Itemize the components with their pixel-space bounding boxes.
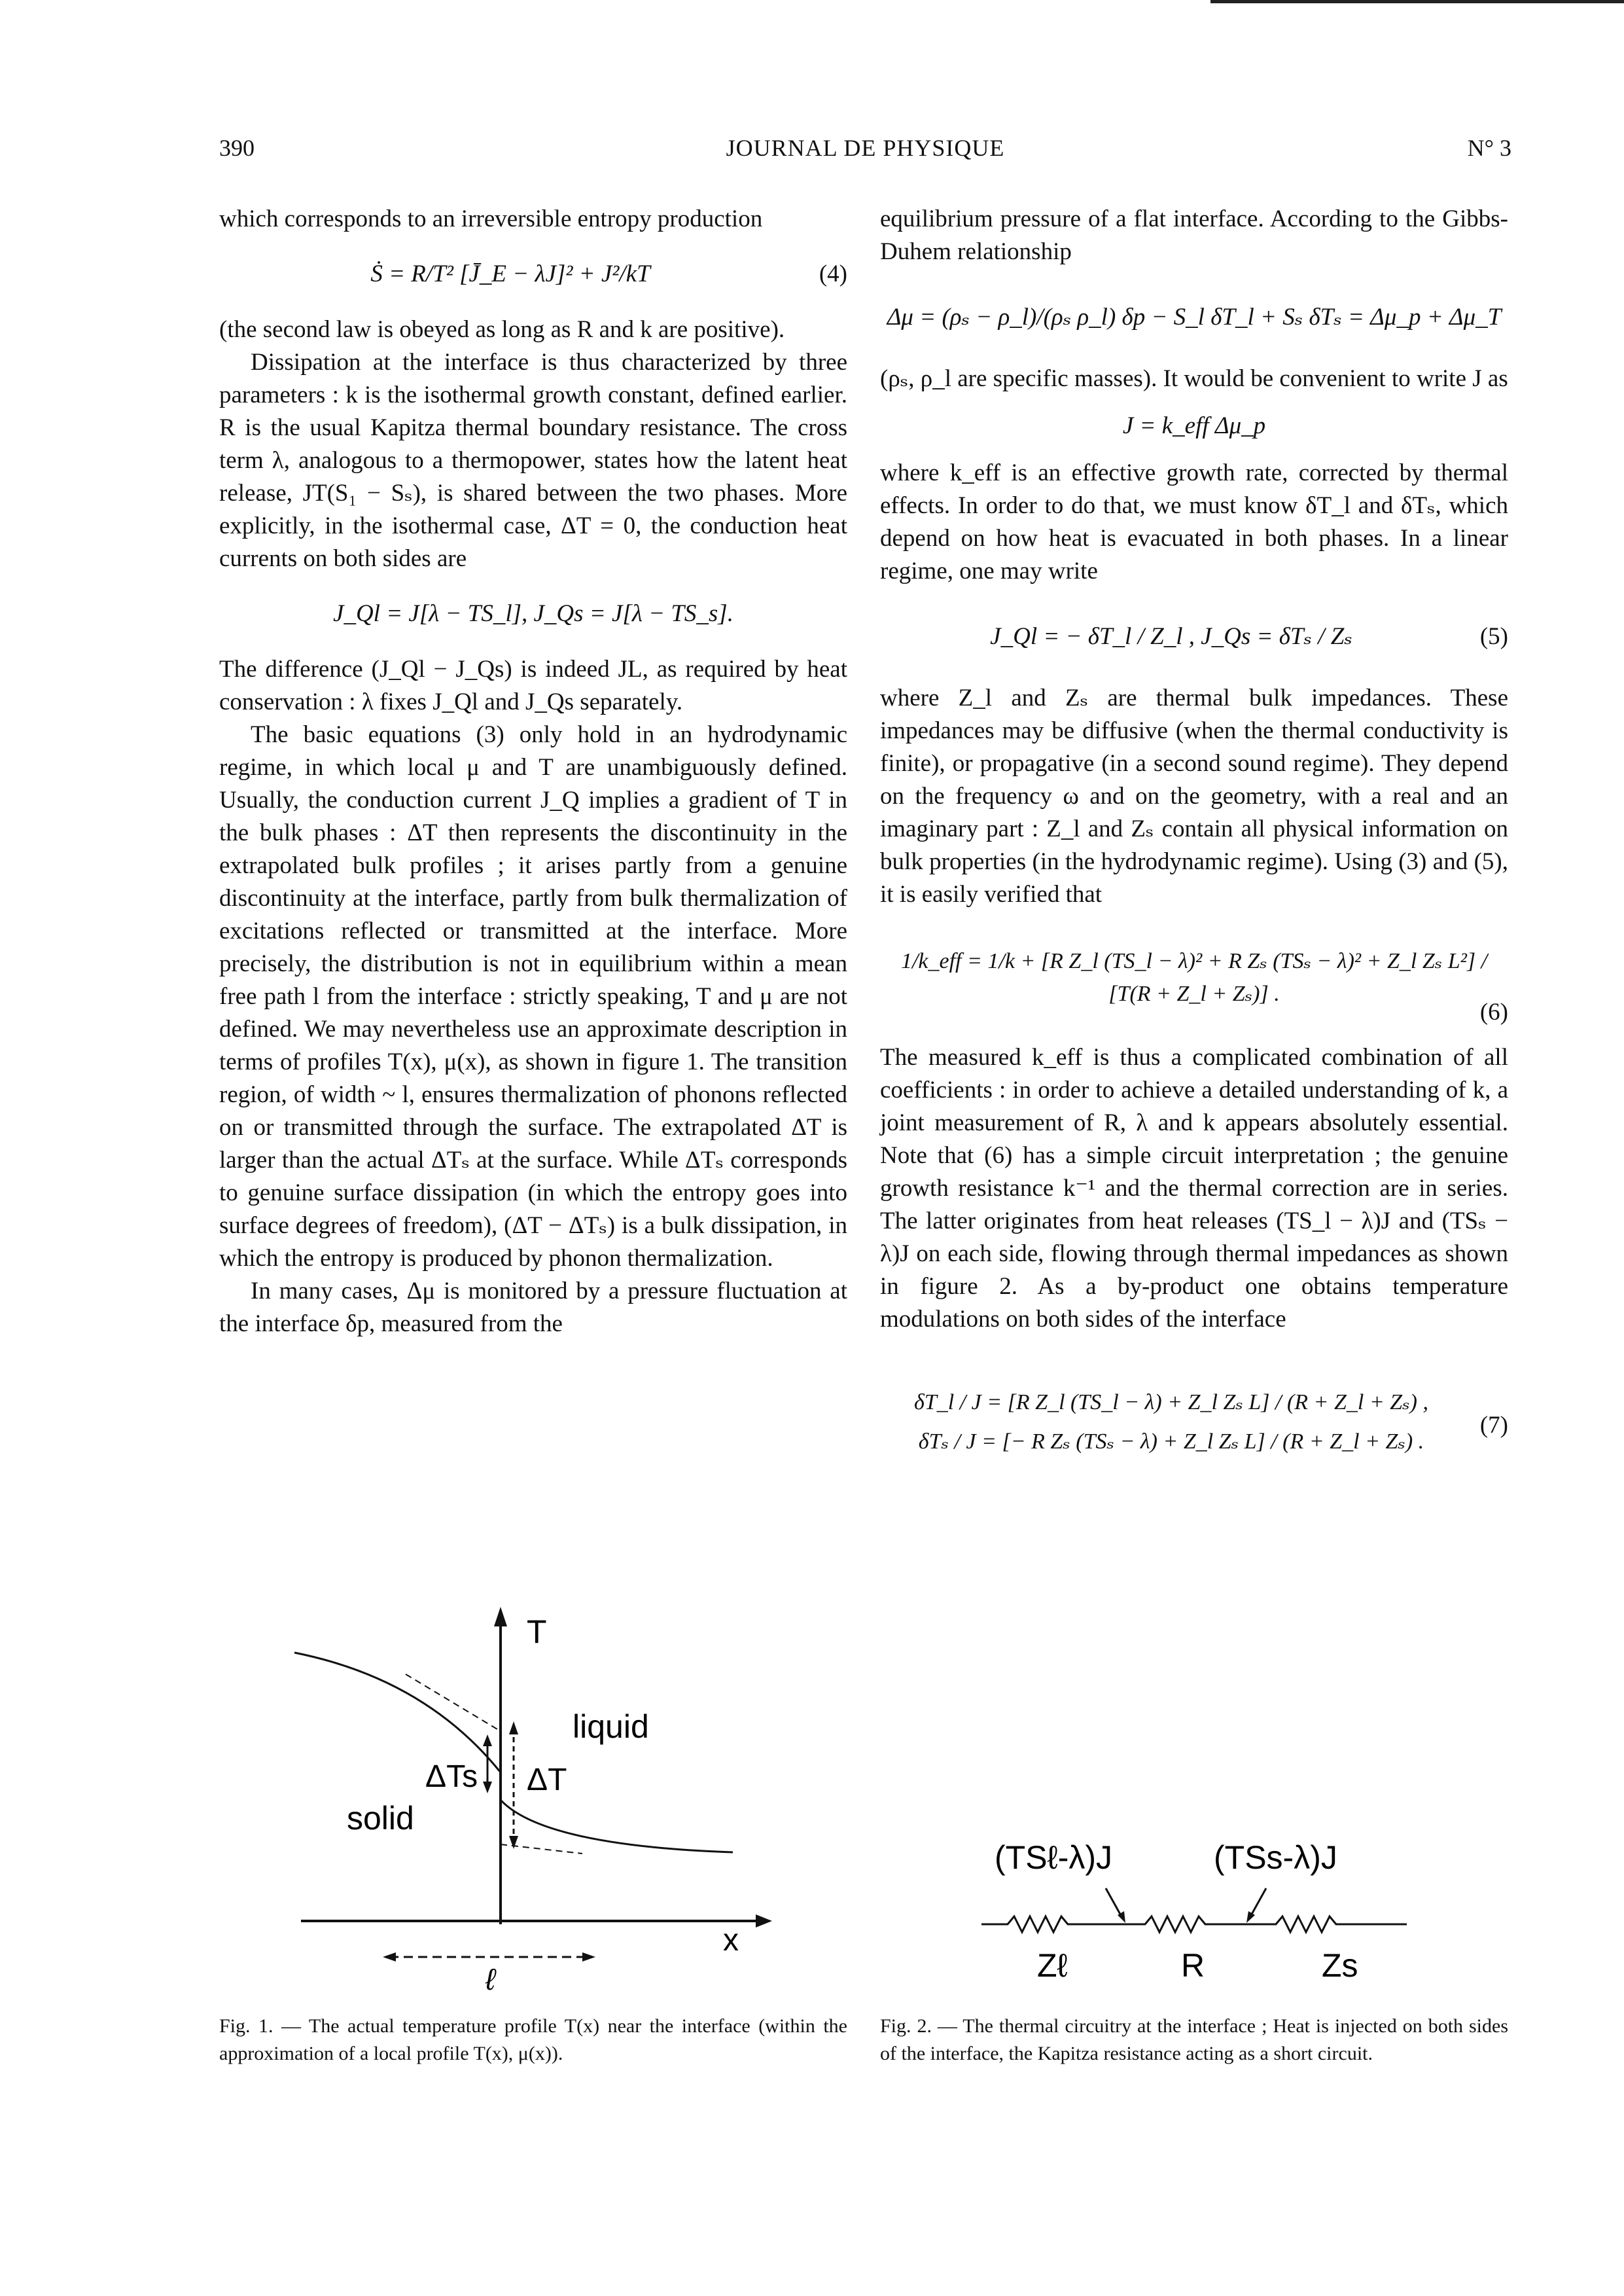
- arrow-down-icon: [483, 1782, 492, 1793]
- paragraph: The measured k_eff is thus a complicated combination of all coefficients : in order to achieve a detailed understanding of k, a joint measurement of R, λ and k appears absolutely essential. Note that (6) has a simple circuit interpretation ; the genuine growth resistance k⁻¹ and the thermal correction are in series. The latter originates from heat releases (TS_l − λ)J and (TSₛ − λ)J on each side, flowing through thermal impedances as shown in figure 2. As a by-product one obtains temperature modulations on both sides of the interface: [880, 1044, 1508, 1333]
- equation-6: [880, 919, 1508, 1033]
- journal-title: JOURNAL DE PHYSIQUE: [726, 135, 1005, 161]
- equation-body: J_Ql = − δT_l / Z_l , J_Qs = δTₛ / Zₛ: [990, 623, 1352, 650]
- running-header: [219, 134, 1511, 167]
- paragraph: (the second law is obeyed as long as R and k are positive).: [219, 316, 785, 343]
- solid-profile-curve: [294, 1653, 501, 1772]
- equation-j: [880, 403, 1508, 449]
- label-delta-ts: ΔTs: [425, 1759, 478, 1794]
- equation-body: Ṡ = R/T² [J̄_E − λJ]² + J²/kT: [370, 260, 650, 287]
- thermal-circuit-diagram: [975, 1826, 1485, 1996]
- resistor-chain: [981, 1916, 1407, 1932]
- arrow-down-icon: [509, 1836, 518, 1849]
- arrow-up-icon: [483, 1734, 492, 1746]
- label-r: R: [1181, 1947, 1205, 1984]
- equation-body: J_Ql = J[λ − TS_l], J_Qs = J[λ − TS_s].: [333, 600, 733, 627]
- paragraph: equilibrium pressure of a flat interface. According to the Gibbs-Duhem relationship: [880, 206, 1508, 265]
- arrow-icon: [1246, 1911, 1255, 1923]
- label-left-heat: (TSℓ-λ)J: [995, 1839, 1113, 1876]
- label-zs: Zs: [1322, 1947, 1358, 1984]
- right-column: [880, 203, 1508, 1515]
- t-axis-arrow-icon: [494, 1607, 507, 1626]
- equation-number: (5): [1479, 623, 1508, 650]
- equation-number: (7): [1479, 1412, 1508, 1439]
- equation-7a: δT_l / J = [R Z_l (TS_l − λ) + Z_l Zₛ L] / (R + Z_l + Zₛ) ,: [914, 1390, 1428, 1414]
- equation-number: (6): [1479, 999, 1508, 1026]
- paragraph: The basic equations (3) only hold in an hydrodynamic regime, in which local μ and T are unambiguously defined. Usually, the conduction current J_Q implies a gradient of T in the bulk phases : ΔT then represents the discontinuity in the extrapolated bulk profiles ; it arises partly from a genuine discontinuity at the interface, partly from bulk thermalization of excitations reflected or transmitted at the interface. More precisely, the distribution is not in equilibrium within a mean free path l from the interface : strictly speaking, T and μ are not defined. We may nevertheless use an approximate description in terms of profiles T(x), μ(x), as shown in figure 1. The transition region, of width ~ l, ensures thermalization of phonons reflected on or transmitted through the surface. The extrapolated ΔT is larger than the actual ΔTₛ at the surface. While ΔTₛ corresponds to genuine surface dissipation (in which the entropy goes into surface degrees of freedom), (ΔT − ΔTₛ) is a bulk dissipation, in which the entropy is produced by phonon thermalization.: [219, 721, 847, 1272]
- label-liquid: liquid: [573, 1708, 649, 1745]
- label-t: T: [527, 1613, 547, 1650]
- solid-extrapolation: [406, 1674, 501, 1731]
- figure-1-caption: Fig. 1. — The actual temperature profile T(x) near the interface (within the approximation of a local profile T(x), μ(x)).: [219, 2015, 847, 2064]
- paragraph: where Z_l and Zₛ are thermal bulk impedances. These impedances may be diffusive (when the thermal conductivity is finite), or propagative (in a second sound regime). They depend on the frequency ω and on the geometry, with a real and an imaginary part : Z_l and Zₛ contain all physical information on bulk properties (in the hydrodynamic regime). Using (3) and (5), it is easily verified that: [880, 685, 1508, 908]
- paragraph: In many cases, Δμ is monitored by a pressure fluctuation at the interface δp, measured from the: [219, 1278, 847, 1337]
- issue-number: N° 3: [1467, 135, 1511, 161]
- label-solid: solid: [347, 1800, 414, 1837]
- paragraph: (ρₛ, ρ_l are specific masses). It would be convenient to write J as: [880, 365, 1508, 392]
- paragraph: which corresponds to an irreversible entropy production: [219, 206, 763, 232]
- label-right-heat: (TSs-λ)J: [1214, 1839, 1337, 1876]
- label-l: ℓ: [485, 1962, 495, 1996]
- equation-body: [880, 1383, 1462, 1462]
- equation-gibbs-duhem: [880, 276, 1508, 355]
- equation-body: J = k_eff Δμ_p: [1122, 412, 1266, 439]
- equation-heat-currents: [219, 583, 847, 645]
- equation-number: (4): [819, 260, 847, 287]
- equation-5: [880, 596, 1508, 674]
- left-column: [219, 203, 847, 1340]
- figure-2-caption: Fig. 2. — The thermal circuitry at the interface ; Heat is injected on both sides of the interface, the Kapitza resistance acting as a short circuit.: [880, 2015, 1508, 2064]
- temperature-profile-diagram: [275, 1597, 785, 2003]
- figure-1: [275, 1597, 785, 2003]
- equation-body: 1/k_eff = 1/k + [R Z_l (TS_l − λ)² + R Zₛ (TSₛ − λ)² + Z_l Zₛ L²] / [T(R + Z_l + Zₛ)] .: [900, 949, 1488, 1006]
- arrow-left-icon: [383, 1952, 396, 1962]
- label-zl: Zℓ: [1037, 1947, 1068, 1984]
- figure-2: [975, 1826, 1485, 1996]
- page-number: 390: [219, 135, 255, 161]
- paragraph: Dissipation at the interface is thus characterized by three parameters : k is the isothermal growth constant, defined earlier. R is the usual Kapitza thermal boundary resistance. The cross term λ, analogous to a thermopower, states how the latent heat release, JT(S₁ − Sₛ), is shared between the two phases. More explicitly, in the isothermal case, ΔT = 0, the conduction heat currents on both sides are: [219, 349, 847, 572]
- label-delta-t: ΔT: [527, 1763, 567, 1797]
- equation-body: Δμ = (ρₛ − ρ_l)/(ρₛ ρ_l) δp − S_l δT_l + Sₛ δTₛ = Δμ_p + Δμ_T: [887, 304, 1502, 331]
- equation-7: [880, 1344, 1508, 1507]
- equation-7b: δTₛ / J = [− R Zₛ (TSₛ − λ) + Z_l Zₛ L] / (R + Z_l + Zₛ) .: [918, 1429, 1424, 1454]
- equation-4: [219, 243, 847, 306]
- paragraph: The difference (J_Ql − J_Qs) is indeed JL, as required by heat conservation : λ fixes J_Ql and J_Qs separately.: [219, 656, 847, 715]
- arrow-up-icon: [509, 1721, 518, 1734]
- heat-injection-left: [1106, 1888, 1122, 1918]
- heat-injection-right: [1250, 1888, 1266, 1918]
- arrow-right-icon: [582, 1952, 595, 1962]
- x-axis-arrow-icon: [756, 1914, 772, 1928]
- label-x: x: [723, 1923, 739, 1958]
- page-edge-line: [1210, 0, 1624, 3]
- liquid-profile-curve: [501, 1800, 733, 1852]
- paragraph: where k_eff is an effective growth rate, corrected by thermal effects. In order to do that, we must know δT_l and δTₛ, which depend on how heat is evacuated in both phases. In a linear regime, one may write: [880, 459, 1508, 584]
